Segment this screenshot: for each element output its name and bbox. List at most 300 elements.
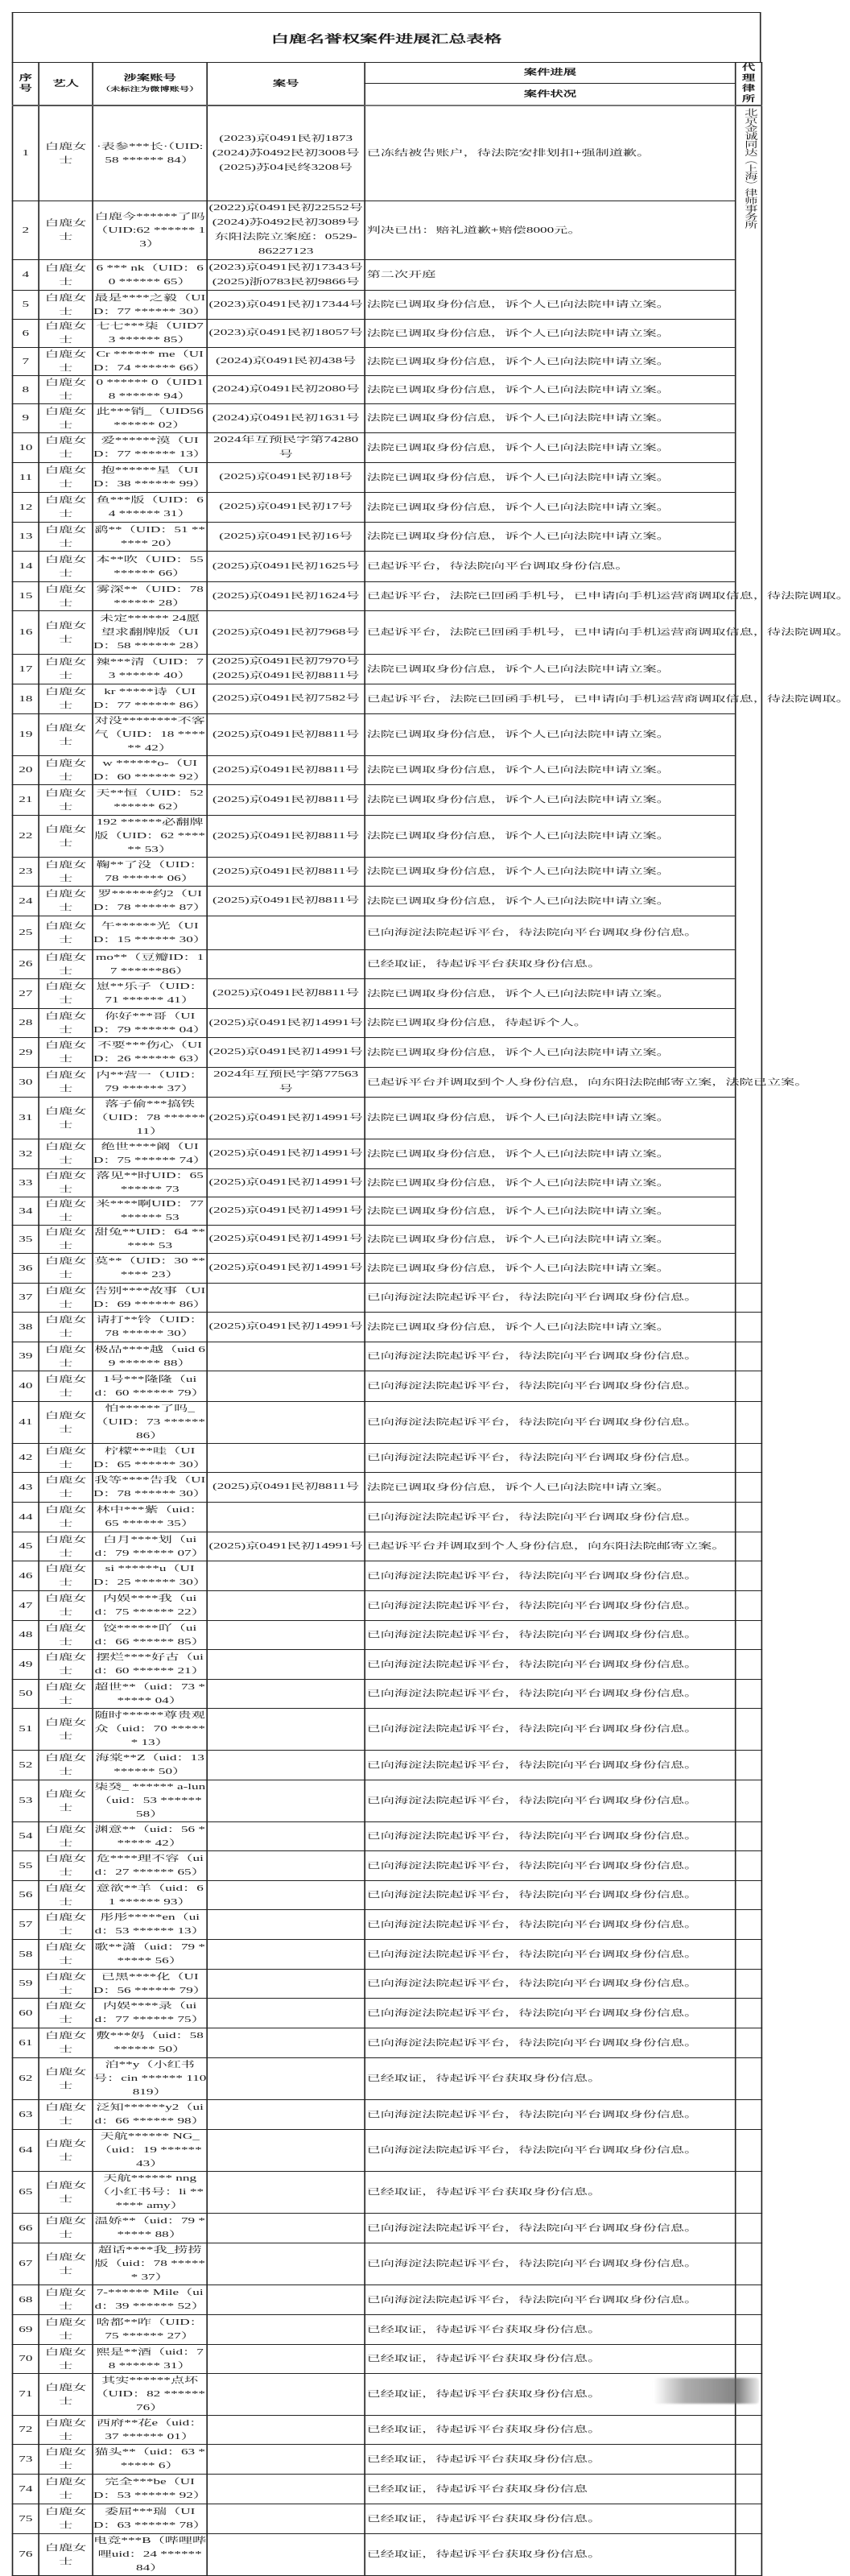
row-number: 34: [13, 1197, 39, 1226]
artist-cell: 白鹿女士: [39, 611, 93, 655]
account-cell: 白鹿今******了吗（UID:62 ****** 13）: [93, 201, 207, 260]
case-number: (2025)京0491民初1624号: [212, 591, 360, 601]
artist-cell: 白鹿女士: [39, 785, 93, 816]
row-number: 45: [13, 1532, 39, 1561]
status-cell: 法院已调取身份信息，诉个人已向法院申请立案。: [365, 404, 736, 433]
case-number-cell: [207, 1169, 365, 1197]
case-number-cell: [207, 1751, 365, 1780]
case-number-cell: [207, 1473, 365, 1503]
account-cell: 泊**y（小红书号：cin ****** 110819）: [93, 2058, 207, 2100]
artist-cell: 白鹿女士: [39, 2416, 93, 2445]
case-number: 2024年互预民字第74280号: [213, 436, 359, 459]
case-number-cell: [207, 916, 365, 950]
status-cell: 已经取证，待起诉平台获取身份信息。: [365, 2534, 736, 2576]
account-cell: 危****理不容（uid：27 ****** 65）: [93, 1851, 207, 1881]
table-row: [13, 2100, 762, 2130]
account-cell: 天航****** nng（小红书号：li ****** amy）: [93, 2172, 207, 2214]
account-cell: 已黑****化（UID：56 ****** 79）: [93, 1970, 207, 1999]
table-row: [13, 404, 762, 433]
case-number-cell: [207, 858, 365, 887]
case-number: (2023)京0491民初1873: [219, 134, 353, 143]
status-cell: 法院已调取身份信息，诉个人已向法院申请立案。: [365, 979, 736, 1009]
case-number: (2025)京0491民初8811号: [212, 795, 360, 804]
artist-cell: 白鹿女士: [39, 1313, 93, 1342]
artist-cell: 白鹿女士: [39, 655, 93, 684]
case-number: (2024)京0491民初2080号: [212, 385, 360, 394]
case-number: (2025)京0491民初14991号: [208, 1541, 363, 1551]
account-cell: 天航****** NG_（uid：19 ****** 43）: [93, 2130, 207, 2172]
case-number-cell: [207, 404, 365, 433]
row-number: 30: [13, 1068, 39, 1098]
status-cell: 已起诉平台并调取到个人身份信息，向东阳法院邮寄立案，法院已立案。: [365, 1068, 736, 1098]
status-cell: 法院已调取身份信息，诉个人已向法院申请立案。: [365, 1038, 736, 1068]
case-number: (2025)京0491民初1625号: [212, 561, 360, 571]
agency-cell-empty: [736, 1561, 762, 1591]
row-number: 75: [13, 2504, 39, 2534]
row-number: 13: [13, 523, 39, 552]
document-title: 白鹿名誉权案件进展汇总表格: [12, 12, 761, 62]
artist-cell: 白鹿女士: [39, 1650, 93, 1680]
artist-cell: 白鹿女士: [39, 1402, 93, 1444]
artist-cell: 白鹿女士: [39, 1169, 93, 1197]
account-cell: 温娇**（uid：79 ****** 88）: [93, 2214, 207, 2243]
case-number: (2023)京0491民初18057号: [208, 329, 363, 337]
account-cell: 歌**潇（uid：79 ****** 56）: [93, 1940, 207, 1970]
artist-cell: 白鹿女士: [39, 1532, 93, 1561]
header-account-hint: （未标注为微博账号）: [100, 85, 200, 93]
account-cell: 饺******吖（uid：66 ****** 85）: [93, 1621, 207, 1650]
case-number-cell: [207, 2445, 365, 2475]
account-cell: 内娱****我（uid：75 ****** 22）: [93, 1591, 207, 1621]
case-number-cell: [207, 887, 365, 916]
table-row: [13, 2028, 762, 2058]
artist-cell: 白鹿女士: [39, 2475, 93, 2504]
account-cell: 对没********不客气（UID：18 ****** 42）: [93, 714, 207, 756]
case-number-cell: [207, 1226, 365, 1254]
status-cell: 已经取证，待起诉平台获取身份信息。: [365, 2445, 736, 2475]
status-cell: 已起诉平台，法院已回函手机号，已申请向手机运营商调取信息，待法院调取。: [365, 582, 736, 611]
case-number-cell: [207, 950, 365, 979]
status-cell: 法院已调取身份信息，诉个人已向法院申请立案。: [365, 785, 736, 816]
case-number-cell: [207, 1650, 365, 1680]
row-number: 33: [13, 1169, 39, 1197]
table-row: [13, 1940, 762, 1970]
status-cell: 已向海淀法院起诉平台，待法院向平台调取身份信息。: [365, 1650, 736, 1680]
account-cell: 彤彤*****en（uid：53 ****** 13）: [93, 1910, 207, 1940]
agency-cell-empty: [736, 1284, 762, 1313]
status-cell: 法院已调取身份信息，诉个人已向法院申请立案。: [365, 1226, 736, 1254]
agency-cell-empty: [736, 2028, 762, 2058]
account-cell: 随时******尊贵观众（uid：70 ****** 13）: [93, 1709, 207, 1751]
artist-cell: 白鹿女士: [39, 348, 93, 376]
status-cell: 已向海淀法院起诉平台，待法院向平台调取身份信息。: [365, 2214, 736, 2243]
table-row: [13, 2504, 762, 2534]
account-cell: 猫头**（uid：63 ****** 6）: [93, 2445, 207, 2475]
case-number-cell: [207, 1851, 365, 1881]
case-number: 2024年互预民字第77563号: [213, 1070, 359, 1094]
status-cell: 法院已调取身份信息，诉个人已向法院申请立案。: [365, 858, 736, 887]
status-cell: 法院已调取身份信息，诉个人已向法院申请立案。: [365, 376, 736, 404]
table-row: [13, 1038, 762, 1068]
agency-cell-empty: [736, 2130, 762, 2172]
table-row: [13, 1503, 762, 1532]
artist-cell: 白鹿女士: [39, 1680, 93, 1709]
artist-cell: 白鹿女士: [39, 1822, 93, 1851]
case-number-cell: [207, 1680, 365, 1709]
artist-cell: 白鹿女士: [39, 2374, 93, 2416]
artist-cell: 白鹿女士: [39, 1038, 93, 1068]
scroll-overlay-bar: [654, 2378, 759, 2404]
account-cell: 辣***清（UID：73 ****** 40）: [93, 655, 207, 684]
account-cell: 你好***哥（UID：79 ****** 04）: [93, 1009, 207, 1038]
status-cell: 已冻结被告账户，待法院安排划扣+强制道歉。: [365, 105, 736, 201]
agency-cell-empty: [736, 2058, 762, 2100]
status-cell: 法院已调取身份信息，诉个人已向法院申请立案。: [365, 523, 736, 552]
row-number: 76: [13, 2534, 39, 2576]
account-cell: 摆烂****好古（uid：60 ****** 21）: [93, 1650, 207, 1680]
status-cell: 法院已调取身份信息，诉个人已向法院申请立案。: [365, 1197, 736, 1226]
case-number-cell: [207, 291, 365, 320]
agency-cell-empty: [736, 1851, 762, 1881]
account-cell: 不要***伤心（UID：26 ****** 63）: [93, 1038, 207, 1068]
case-number-cell: [207, 320, 365, 348]
row-number: 39: [13, 1342, 39, 1371]
table-row: [13, 916, 762, 950]
row-number: 15: [13, 582, 39, 611]
artist-cell: 白鹿女士: [39, 2028, 93, 2058]
case-number-cell: [207, 523, 365, 552]
row-number: 36: [13, 1254, 39, 1284]
case-number-cell: [207, 1402, 365, 1444]
row-number: 14: [13, 552, 39, 582]
artist-cell: 白鹿女士: [39, 684, 93, 714]
status-cell: 已向海淀法院起诉平台，待法院向平台调取身份信息。: [365, 2243, 736, 2285]
status-cell: 已向海淀法院起诉平台，待法院向平台调取身份信息。: [365, 1999, 736, 2028]
case-number-cell: [207, 2130, 365, 2172]
artist-cell: 白鹿女士: [39, 714, 93, 756]
agency-cell-empty: [736, 2345, 762, 2374]
row-number: 35: [13, 1226, 39, 1254]
case-number: (2025)京0491民初7970号: [212, 657, 360, 666]
row-number: 1: [13, 105, 39, 201]
account-cell: 泛知******y2（uid：66 ****** 98）: [93, 2100, 207, 2130]
account-cell: 电竞***B（哔哩哔哩uid：24 ****** 84）: [93, 2534, 207, 2576]
artist-cell: 白鹿女士: [39, 1910, 93, 1940]
case-number-cell: [207, 105, 365, 201]
row-number: 16: [13, 611, 39, 655]
account-cell: 其实******点坏（UID：82 ****** 76）: [93, 2374, 207, 2416]
case-number-cell: [207, 1822, 365, 1851]
table-row: [13, 1680, 762, 1709]
account-cell: 委屈***瑞（UID：63 ****** 78）: [93, 2504, 207, 2534]
header-agency: 代理律所: [736, 63, 762, 106]
case-number: (2025)京0491民初16号: [219, 531, 353, 541]
table-row: [13, 1881, 762, 1910]
case-number-cell: [207, 493, 365, 523]
case-number: (2022)京0491民初22552号: [208, 204, 363, 213]
account-cell: 午******光（UID：15 ****** 30）: [93, 916, 207, 950]
table-row: [13, 1999, 762, 2028]
status-cell: 法院已调取身份信息，诉个人已向法院申请立案。: [365, 433, 736, 463]
case-number-cell: [207, 2534, 365, 2576]
row-number: 52: [13, 1751, 39, 1780]
table-row: [13, 1780, 762, 1822]
account-cell: si ******u（UID：25 ****** 30）: [93, 1561, 207, 1591]
artist-cell: 白鹿女士: [39, 1591, 93, 1621]
table-row: [13, 1068, 762, 1098]
table-row: [13, 1822, 762, 1851]
agency-cell-empty: [736, 2475, 762, 2504]
status-cell: 已向海淀法院起诉平台，待法院向平台调取身份信息。: [365, 1822, 736, 1851]
account-cell: 林中***紫（uid：65 ****** 35）: [93, 1503, 207, 1532]
case-number: (2024)苏0492民初3089号: [212, 218, 360, 227]
artist-cell: 白鹿女士: [39, 1970, 93, 1999]
case-number-cell: [207, 1038, 365, 1068]
table-row: [13, 463, 762, 493]
account-cell: 爱******漠（UID：77 ****** 13）: [93, 433, 207, 463]
status-cell: 已经取证，待起诉平台获取身份信息。: [365, 2345, 736, 2374]
case-number-cell: [207, 1139, 365, 1169]
account-cell: 192 ******必翻牌版（UID：62 ****** 53）: [93, 816, 207, 858]
account-cell: 内娱****录（uid：77 ****** 75）: [93, 1999, 207, 2028]
agency-cell-empty: [736, 1910, 762, 1940]
case-number: (2025)京0491民初14991号: [208, 1018, 363, 1028]
status-cell: 已向海淀法院起诉平台，待法院向平台调取身份信息。: [365, 2130, 736, 2172]
artist-cell: 白鹿女士: [39, 1881, 93, 1910]
account-cell: kr *****诗（UID：77 ****** 86）: [93, 684, 207, 714]
table-row: [13, 655, 762, 684]
table-row: [13, 2285, 762, 2315]
row-number: 10: [13, 433, 39, 463]
status-cell: 已经取证，待起诉平台获取身份信息。: [365, 2504, 736, 2534]
artist-cell: 白鹿女士: [39, 1999, 93, 2028]
agency-cell-empty: [736, 1473, 762, 1503]
row-number: 59: [13, 1970, 39, 1999]
artist-cell: 白鹿女士: [39, 1009, 93, 1038]
account-cell: 1号***隆隆（uid：60 ****** 79）: [93, 1371, 207, 1402]
table-row: [13, 1650, 762, 1680]
case-number: (2025)京0491民初14991号: [208, 1206, 363, 1215]
status-cell: 法院已调取身份信息，诉个人已向法院申请立案。: [365, 1139, 736, 1169]
row-number: 4: [13, 260, 39, 291]
account-cell: 请打**铃（UID：78 ****** 30）: [93, 1313, 207, 1342]
artist-cell: 白鹿女士: [39, 1226, 93, 1254]
status-cell: 已向海淀法院起诉平台，待法院向平台调取身份信息。: [365, 2285, 736, 2315]
row-number: 44: [13, 1503, 39, 1532]
table-row: [13, 1197, 762, 1226]
row-number: 63: [13, 2100, 39, 2130]
case-number-cell: [207, 1503, 365, 1532]
account-cell: 鞠**了没（UID：78 ****** 06）: [93, 858, 207, 887]
case-number: (2023)京0491民初17343号: [208, 263, 363, 272]
status-cell: 法院已调取身份信息，诉个人已向法院申请立案。: [365, 1473, 736, 1503]
account-cell: 我等****告我（UID：78 ****** 30）: [93, 1473, 207, 1503]
row-number: 11: [13, 463, 39, 493]
case-number-cell: [207, 785, 365, 816]
table-row: [13, 1139, 762, 1169]
row-number: 50: [13, 1680, 39, 1709]
artist-cell: 白鹿女士: [39, 2445, 93, 2475]
row-number: 22: [13, 816, 39, 858]
table-row: [13, 582, 762, 611]
case-number-cell: [207, 655, 365, 684]
artist-cell: 白鹿女士: [39, 105, 93, 201]
artist-cell: 白鹿女士: [39, 2345, 93, 2374]
table-row: [13, 376, 762, 404]
row-number: 8: [13, 376, 39, 404]
artist-cell: 白鹿女士: [39, 463, 93, 493]
table-row: [13, 1591, 762, 1621]
artist-cell: 白鹿女士: [39, 523, 93, 552]
table-row: [13, 1444, 762, 1473]
case-number-cell: [207, 2028, 365, 2058]
table-header: [13, 63, 762, 106]
table-row: [13, 887, 762, 916]
artist-cell: 白鹿女士: [39, 1139, 93, 1169]
account-cell: Cr ****** me（UID：74 ****** 66）: [93, 348, 207, 376]
agency-name: 北京金诚同达（上海）律师事务所: [741, 108, 756, 229]
table-row: [13, 816, 762, 858]
artist-cell: 白鹿女士: [39, 756, 93, 785]
status-cell: 判决已出：赔礼道歉+赔偿8000元。: [365, 201, 736, 260]
artist-cell: 白鹿女士: [39, 1473, 93, 1503]
row-number: 67: [13, 2243, 39, 2285]
account-cell: mo**（豆瓣ID：17 ******86）: [93, 950, 207, 979]
account-cell: 啥都**咋（UID：75 ****** 27）: [93, 2315, 207, 2345]
case-number-cell: [207, 1098, 365, 1139]
case-number-cell: [207, 2504, 365, 2534]
artist-cell: 白鹿女士: [39, 1068, 93, 1098]
status-cell: 法院已调取身份信息，诉个人已向法院申请立案。: [365, 291, 736, 320]
table-row: [13, 105, 762, 201]
row-number: 43: [13, 1473, 39, 1503]
account-cell: 西府**花e（uid：37 ****** 01）: [93, 2416, 207, 2445]
case-number-cell: [207, 2315, 365, 2345]
status-cell: 法院已调取身份信息，诉个人已向法院申请立案。: [365, 1313, 736, 1342]
case-number: (2025)京0491民初14991号: [208, 1113, 363, 1123]
status-cell: 已向海淀法院起诉平台，待法院向平台调取身份信息。: [365, 1851, 736, 1881]
case-number: (2025)京0491民初8811号: [212, 866, 360, 876]
header-no: 序号: [13, 63, 39, 106]
status-cell: 已向海淀法院起诉平台，待法院向平台调取身份信息。: [365, 1503, 736, 1532]
row-number: 28: [13, 1009, 39, 1038]
table-body: [13, 105, 850, 2576]
table-row: [13, 493, 762, 523]
status-cell: 已经取证，待起诉平台获取身份信息: [365, 2475, 736, 2504]
table-row: [13, 2345, 762, 2374]
status-cell: 已向海淀法院起诉平台，待法院向平台调取身份信息。: [365, 1444, 736, 1473]
artist-cell: 白鹿女士: [39, 1254, 93, 1284]
account-cell: 鱼***版（UID：64 ****** 31）: [93, 493, 207, 523]
status-cell: 法院已调取身份信息，诉个人已向法院申请立案。: [365, 1254, 736, 1284]
table-row: [13, 1910, 762, 1940]
artist-cell: 白鹿女士: [39, 1851, 93, 1881]
account-cell: 怕******了吗_（UID：73 ****** 86）: [93, 1402, 207, 1444]
status-cell: 已向海淀法院起诉平台，待法院向平台调取身份信息。: [365, 1970, 736, 1999]
case-number-cell: [207, 1254, 365, 1284]
agency-cell-empty: [736, 2243, 762, 2285]
row-number: 2: [13, 201, 39, 260]
account-cell: 甜兔**UID：64 ****** 53: [93, 1226, 207, 1254]
row-number: 31: [13, 1098, 39, 1139]
account-cell: 本**吹（UID：55 ****** 66）: [93, 552, 207, 582]
status-cell: 法院已调取身份信息，诉个人已向法院申请立案。: [365, 463, 736, 493]
row-number: 49: [13, 1650, 39, 1680]
account-cell: 柒癸_ ****** a-lun（uid：53 ****** 58）: [93, 1780, 207, 1822]
account-cell: 意欲**羊（uid：61 ****** 93）: [93, 1881, 207, 1910]
row-number: 23: [13, 858, 39, 887]
status-cell: 已向海淀法院起诉平台，待法院向平台调取身份信息。: [365, 2100, 736, 2130]
table-row: [13, 433, 762, 463]
table-row: [13, 1561, 762, 1591]
agency-cell-empty: [736, 2172, 762, 2214]
case-number-cell: [207, 348, 365, 376]
row-number: 41: [13, 1402, 39, 1444]
status-cell: 已经取证，待起诉平台获取身份信息。: [365, 2416, 736, 2445]
artist-cell: 白鹿女士: [39, 2504, 93, 2534]
artist-cell: 白鹿女士: [39, 979, 93, 1009]
artist-cell: 白鹿女士: [39, 1098, 93, 1139]
account-cell: 柠檬***哇（UID：65 ****** 30）: [93, 1444, 207, 1473]
case-number-cell: [207, 2058, 365, 2100]
artist-cell: 白鹿女士: [39, 1709, 93, 1751]
table-row: [13, 785, 762, 816]
row-number: 20: [13, 756, 39, 785]
table-row: [13, 1226, 762, 1254]
table-row: [13, 2374, 762, 2416]
table-row: [13, 201, 762, 260]
case-number: 东阳法院立案庭：0529-86227123: [214, 233, 357, 256]
header-account: [93, 63, 207, 106]
status-cell: 已经取证，待起诉平台获取身份信息。: [365, 2058, 736, 2100]
account-cell: 完全***be（UID：53 ****** 92）: [93, 2475, 207, 2504]
case-number-cell: [207, 714, 365, 756]
case-number-cell: [207, 2243, 365, 2285]
case-number: (2025)京0491民初14991号: [208, 1178, 363, 1187]
row-number: 26: [13, 950, 39, 979]
status-cell: 法院已调取身份信息，诉个人已向法院申请立案。: [365, 493, 736, 523]
header-status: 案件状况: [365, 84, 736, 105]
table-row: [13, 1851, 762, 1881]
case-number: (2025)京0491民初8811号: [212, 989, 360, 998]
case-number: (2023)京0491民初17344号: [208, 300, 363, 309]
artist-cell: 白鹿女士: [39, 2130, 93, 2172]
account-cell: 渊意**（uid：56 ****** 42）: [93, 1822, 207, 1851]
table-row: [13, 1313, 762, 1342]
artist-cell: 白鹿女士: [39, 552, 93, 582]
agency-cell-empty: [736, 1621, 762, 1650]
agency-cell-empty: [736, 2214, 762, 2243]
row-number: 38: [13, 1313, 39, 1342]
case-number-cell: [207, 1910, 365, 1940]
case-number: (2025)京0491民初18号: [219, 473, 353, 482]
case-number: (2025)京0491民初8811号: [212, 1482, 360, 1491]
artist-cell: 白鹿女士: [39, 2058, 93, 2100]
row-number: 25: [13, 916, 39, 950]
table-row: [13, 320, 762, 348]
table-row: [13, 2416, 762, 2445]
artist-cell: 白鹿女士: [39, 1940, 93, 1970]
row-number: 24: [13, 887, 39, 916]
agency-cell-empty: [736, 1680, 762, 1709]
artist-cell: 白鹿女士: [39, 2243, 93, 2285]
account-cell: 0 ****** 0（UID18 ****** 94）: [93, 376, 207, 404]
agency-cell-empty: [736, 2100, 762, 2130]
row-number: 61: [13, 2028, 39, 2058]
status-cell: 已经取证，待起诉平台获取身份信息。: [365, 2315, 736, 2345]
table-row: [13, 756, 762, 785]
account-cell: w ******o-（UID：60 ****** 92）: [93, 756, 207, 785]
